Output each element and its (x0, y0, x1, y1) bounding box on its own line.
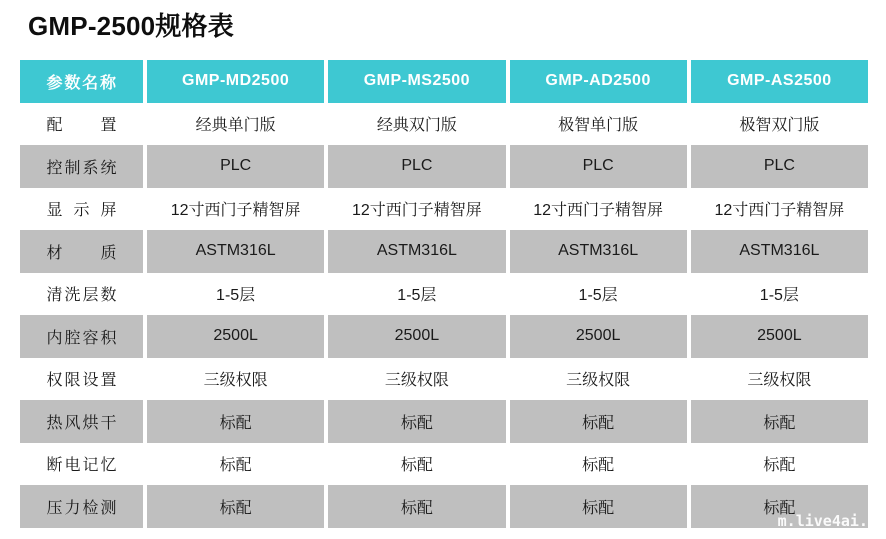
watermark: m.live4ai.c (777, 512, 877, 530)
cell-value: 标配 (219, 457, 252, 475)
row-label-cell (20, 443, 143, 486)
cell-value: 2500L (147, 315, 324, 358)
row-label: 显示屏 (46, 202, 117, 220)
cell-value: 标配 (582, 457, 615, 475)
row-label-cell (20, 273, 143, 316)
cell-value: 经典单门版 (195, 117, 276, 135)
row-label: 热风烘干 (46, 414, 117, 432)
row-label-cell (20, 315, 143, 358)
cell-value: 1-5层 (397, 287, 437, 305)
row-label: 配置 (46, 117, 117, 135)
table-row-chamber-volume (20, 315, 868, 358)
cell-value: 三级权限 (747, 372, 812, 390)
header-cell-gmp-ad2500: GMP-AD2500 (510, 60, 687, 103)
cell-value: ASTM316L (147, 230, 324, 273)
cell-value: 三级权限 (384, 372, 449, 390)
page-title: GMP-2500规格表 (28, 11, 234, 41)
cell-value: 标配 (510, 485, 687, 528)
row-label-cell (20, 358, 143, 401)
row-label-cell (20, 145, 143, 188)
cell-value: 标配 (763, 457, 796, 475)
row-label: 权限设置 (46, 372, 117, 390)
table-row-config (20, 103, 868, 146)
cell-value: 12寸西门子精智屏 (170, 202, 301, 220)
table-row-power-memory (20, 443, 868, 486)
cell-value: PLC (147, 145, 324, 188)
row-label-cell (20, 103, 143, 146)
cell-value: 1-5层 (216, 287, 256, 305)
table-header-row (20, 60, 868, 103)
header-label: 参数名称 (46, 74, 117, 92)
cell-value: ASTM316L (328, 230, 505, 273)
row-label: 控制系统 (46, 159, 117, 177)
row-label-cell (20, 400, 143, 443)
table-row-pressure-detect (20, 485, 868, 528)
cell-value: 标配 (147, 400, 324, 443)
row-label-cell (20, 230, 143, 273)
row-label: 材质 (46, 244, 117, 262)
row-label-cell (20, 188, 143, 231)
header-cell-param-name (20, 60, 143, 103)
cell-value: 2500L (510, 315, 687, 358)
cell-value: PLC (510, 145, 687, 188)
cell-value: 标配 (147, 485, 324, 528)
cell-value: 极智双门版 (739, 117, 820, 135)
row-label: 压力检测 (46, 499, 117, 517)
cell-value: 12寸西门子精智屏 (533, 202, 664, 220)
cell-value: ASTM316L (691, 230, 868, 273)
table-row-wash-layers (20, 273, 868, 316)
cell-value: ASTM316L (510, 230, 687, 273)
cell-value: 1-5层 (578, 287, 618, 305)
row-label: 内腔容积 (46, 329, 117, 347)
cell-value: 三级权限 (566, 372, 631, 390)
cell-value: 2500L (691, 315, 868, 358)
cell-value: 标配 (510, 400, 687, 443)
header-cell-gmp-as2500: GMP-AS2500 (691, 60, 868, 103)
row-label: 清洗层数 (46, 287, 117, 305)
cell-value: 经典双门版 (376, 117, 457, 135)
cell-value: 三级权限 (203, 372, 268, 390)
cell-value: 标配 (328, 400, 505, 443)
table-row-display (20, 188, 868, 231)
cell-value: 标配 (400, 457, 433, 475)
cell-value: 2500L (328, 315, 505, 358)
cell-value: 标配 (328, 485, 505, 528)
header-cell-gmp-md2500: GMP-MD2500 (147, 60, 324, 103)
cell-value: 极智单门版 (558, 117, 639, 135)
cell-value: 标配 (691, 400, 868, 443)
table-row-material (20, 230, 868, 273)
table-row-permission (20, 358, 868, 401)
cell-value: 12寸西门子精智屏 (351, 202, 482, 220)
cell-value: 1-5层 (759, 287, 799, 305)
row-label: 断电记忆 (46, 457, 117, 475)
cell-value: PLC (691, 145, 868, 188)
cell-value: 标配 (691, 485, 868, 528)
cell-value: 12寸西门子精智屏 (714, 202, 845, 220)
header-cell-gmp-ms2500: GMP-MS2500 (328, 60, 505, 103)
spec-table (20, 60, 868, 528)
row-label-cell (20, 485, 143, 528)
table-row-control-system (20, 145, 868, 188)
table-row-hot-air-dry (20, 400, 868, 443)
cell-value: PLC (328, 145, 505, 188)
